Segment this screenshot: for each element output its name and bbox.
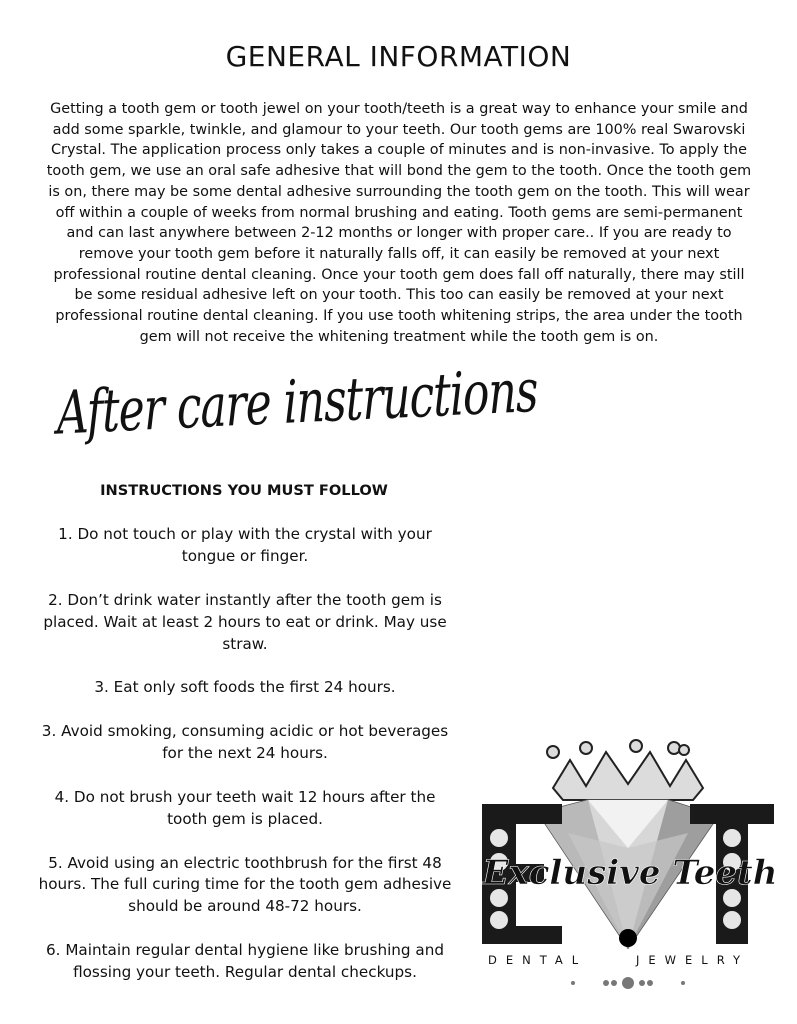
instruction-item: 1. Do not touch or play with the crystal with your tongue or finger.: [58, 525, 432, 565]
logo-script-text: Exclusive Teeth: [482, 853, 778, 893]
crown-icon: [547, 740, 703, 800]
aftercare-script-heading: After care instructions: [55, 356, 539, 449]
instruction-item: 3. Eat only soft foods the first 24 hours.: [94, 678, 396, 697]
instruction-item: 3. Avoid smoking, consuming acidic or hot beverages for the next 24 hours.: [41, 722, 449, 763]
instruction-item: 5. Avoid using an electric toothbrush for the first 48 hours. The full curing time for the tooth gem adhesive should be around 48-72 hours.: [38, 853, 452, 916]
logo-tagline-left: DENTAL: [488, 953, 588, 967]
exclusive-teeth-logo: [478, 738, 778, 998]
instruction-item: 4. Do not brush your teeth wait 12 hours after the tooth gem is placed.: [54, 787, 436, 828]
page-title: GENERAL INFORMATION: [225, 40, 572, 73]
instructions-subheading: INSTRUCTIONS YOU MUST FOLLOW: [100, 482, 388, 499]
instruction-item: 6. Maintain regular dental hygiene like brushing and flossing your teeth. Regular dental checkups.: [46, 941, 444, 982]
instruction-item: 2. Don’t drink water instantly after the tooth gem is placed. Wait at least 2 hours to eat or drink. May use straw.: [43, 590, 447, 653]
decorative-dots-icon: [571, 977, 685, 989]
aftercare-instructions-list: [38, 524, 452, 1006]
logo-tagline-right: JEWELRY: [636, 953, 749, 967]
general-information-paragraph: Getting a tooth gem or tooth jewel on your tooth/teeth is a great way to enhance your smile and add some sparkle, twinkle, and glamour to your teeth. Our tooth gems are 100% real Swarovski Crystal. The application process only takes a couple of minutes and is non-invasive. To apply the tooth gem, we use an oral safe adhesive that will bond the gem to the tooth. Once the tooth gem is on, there may be some dental adhesive surrounding the tooth gem on the tooth. This will wear off within a couple of weeks from normal brushing and eating. Tooth gems are semi-permanent and can last anywhere between 2-12 months or longer with proper care.. If you are ready to remove your tooth gem before it naturally falls off, it can easily be removed at your next professional routine dental cleaning. Once your tooth gem does fall off naturally, there may still be some residual adhesive left on your tooth. This too can easily be removed at your next professional routine dental cleaning. If you use tooth whitening strips, the area under the tooth gem will not receive the whitening treatment while the tooth gem is on.: [46, 101, 752, 345]
